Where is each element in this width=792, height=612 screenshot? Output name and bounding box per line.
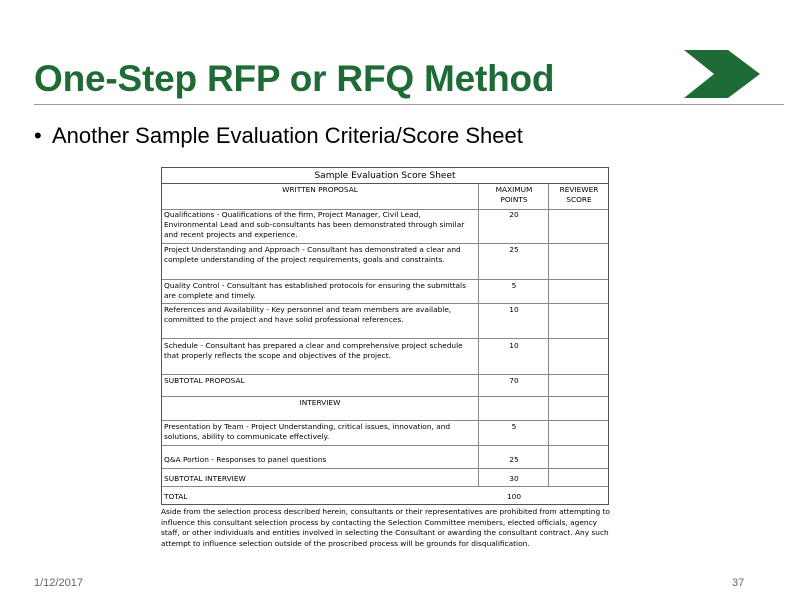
criteria-project-understanding: Project Understanding and Approach - Consultant has demonstrated a clear and complete understanding of the project requirements, goals and constraints. <box>164 245 461 264</box>
row-line <box>162 338 608 339</box>
subtotal-proposal-label: SUBTOTAL PROPOSAL <box>164 376 245 385</box>
points-project-understanding: 25 <box>509 245 519 254</box>
row-line <box>162 420 608 421</box>
col-divider-2 <box>548 184 549 486</box>
slide-page-number: 37 <box>732 577 745 589</box>
sheet-title: Sample Evaluation Score Sheet <box>162 168 608 184</box>
subtotal-interview-points: 30 <box>509 474 519 483</box>
bullet-dot-icon: • <box>34 123 42 148</box>
row-line <box>162 486 608 487</box>
row-line <box>162 468 608 469</box>
points-presentation: 5 <box>511 422 517 431</box>
row-line <box>162 303 608 304</box>
interview-header: INTERVIEW <box>299 398 341 407</box>
criteria-qa-portion: Q&A Portion - Responses to panel questions <box>164 455 327 464</box>
title-divider <box>34 104 784 105</box>
total-label: TOTAL <box>164 492 188 501</box>
header-maximum-points: MAXIMUM POINTS <box>495 185 533 204</box>
row-line <box>162 243 608 244</box>
points-quality-control: 5 <box>511 281 517 290</box>
row-line <box>162 396 608 397</box>
slide-title: One-Step RFP or RFQ Method <box>34 58 555 99</box>
criteria-qualifications: Qualifications - Qualifications of the firm, Project Manager, Civil Lead, Environmental Lead and sub-consultants has been demonstrated through similar and recent projects and experience. <box>164 210 465 239</box>
score-sheet <box>161 167 609 505</box>
criteria-schedule: Schedule - Consultant has prepared a clear and comprehensive project schedule that properly reflects the scope and objectives of the project. <box>164 341 463 360</box>
points-references: 10 <box>509 305 519 314</box>
row-line <box>162 279 608 280</box>
criteria-presentation: Presentation by Team - Project Understanding, critical issues, innovation, and solutions, ability to communicate effectively. <box>164 422 451 441</box>
criteria-quality-control: Quality Control - Consultant has established protocols for ensuring the submittals are complete and timely. <box>164 281 466 300</box>
disclaimer-note: Aside from the selection process described herein, consultants or their representatives are prohibited from attempting to influence this consultant selection process by contacting the Selection Committee members, elected officials, agency staff, or other individuals and entities involved in selecting the Consultant or awarding the consultant contract. Any such attempt to influence selection outside of the proscribed process will be grounds for disqualification. <box>161 507 610 548</box>
criteria-references: References and Availability - Key personnel and team members are available, committed to the project and have solid professional references. <box>164 305 452 324</box>
row-line <box>162 374 608 375</box>
header-written-proposal: WRITTEN PROPOSAL <box>282 185 358 194</box>
points-qa-portion: 25 <box>509 455 519 464</box>
col-divider-1 <box>478 184 479 486</box>
total-points: 100 <box>506 492 522 501</box>
row-line <box>162 445 608 446</box>
slide-date: 1/12/2017 <box>34 577 83 589</box>
subtotal-proposal-points: 70 <box>509 376 519 385</box>
points-qualifications: 20 <box>509 210 519 219</box>
subtotal-interview-label: SUBTOTAL INTERVIEW <box>164 474 246 483</box>
bullet-text: Another Sample Evaluation Criteria/Score Sheet <box>52 123 523 148</box>
bullet-item <box>34 123 523 149</box>
header-reviewer-score: REVIEWER SCORE <box>559 185 599 204</box>
chevron-logo-icon <box>684 50 760 98</box>
points-schedule: 10 <box>509 341 519 350</box>
